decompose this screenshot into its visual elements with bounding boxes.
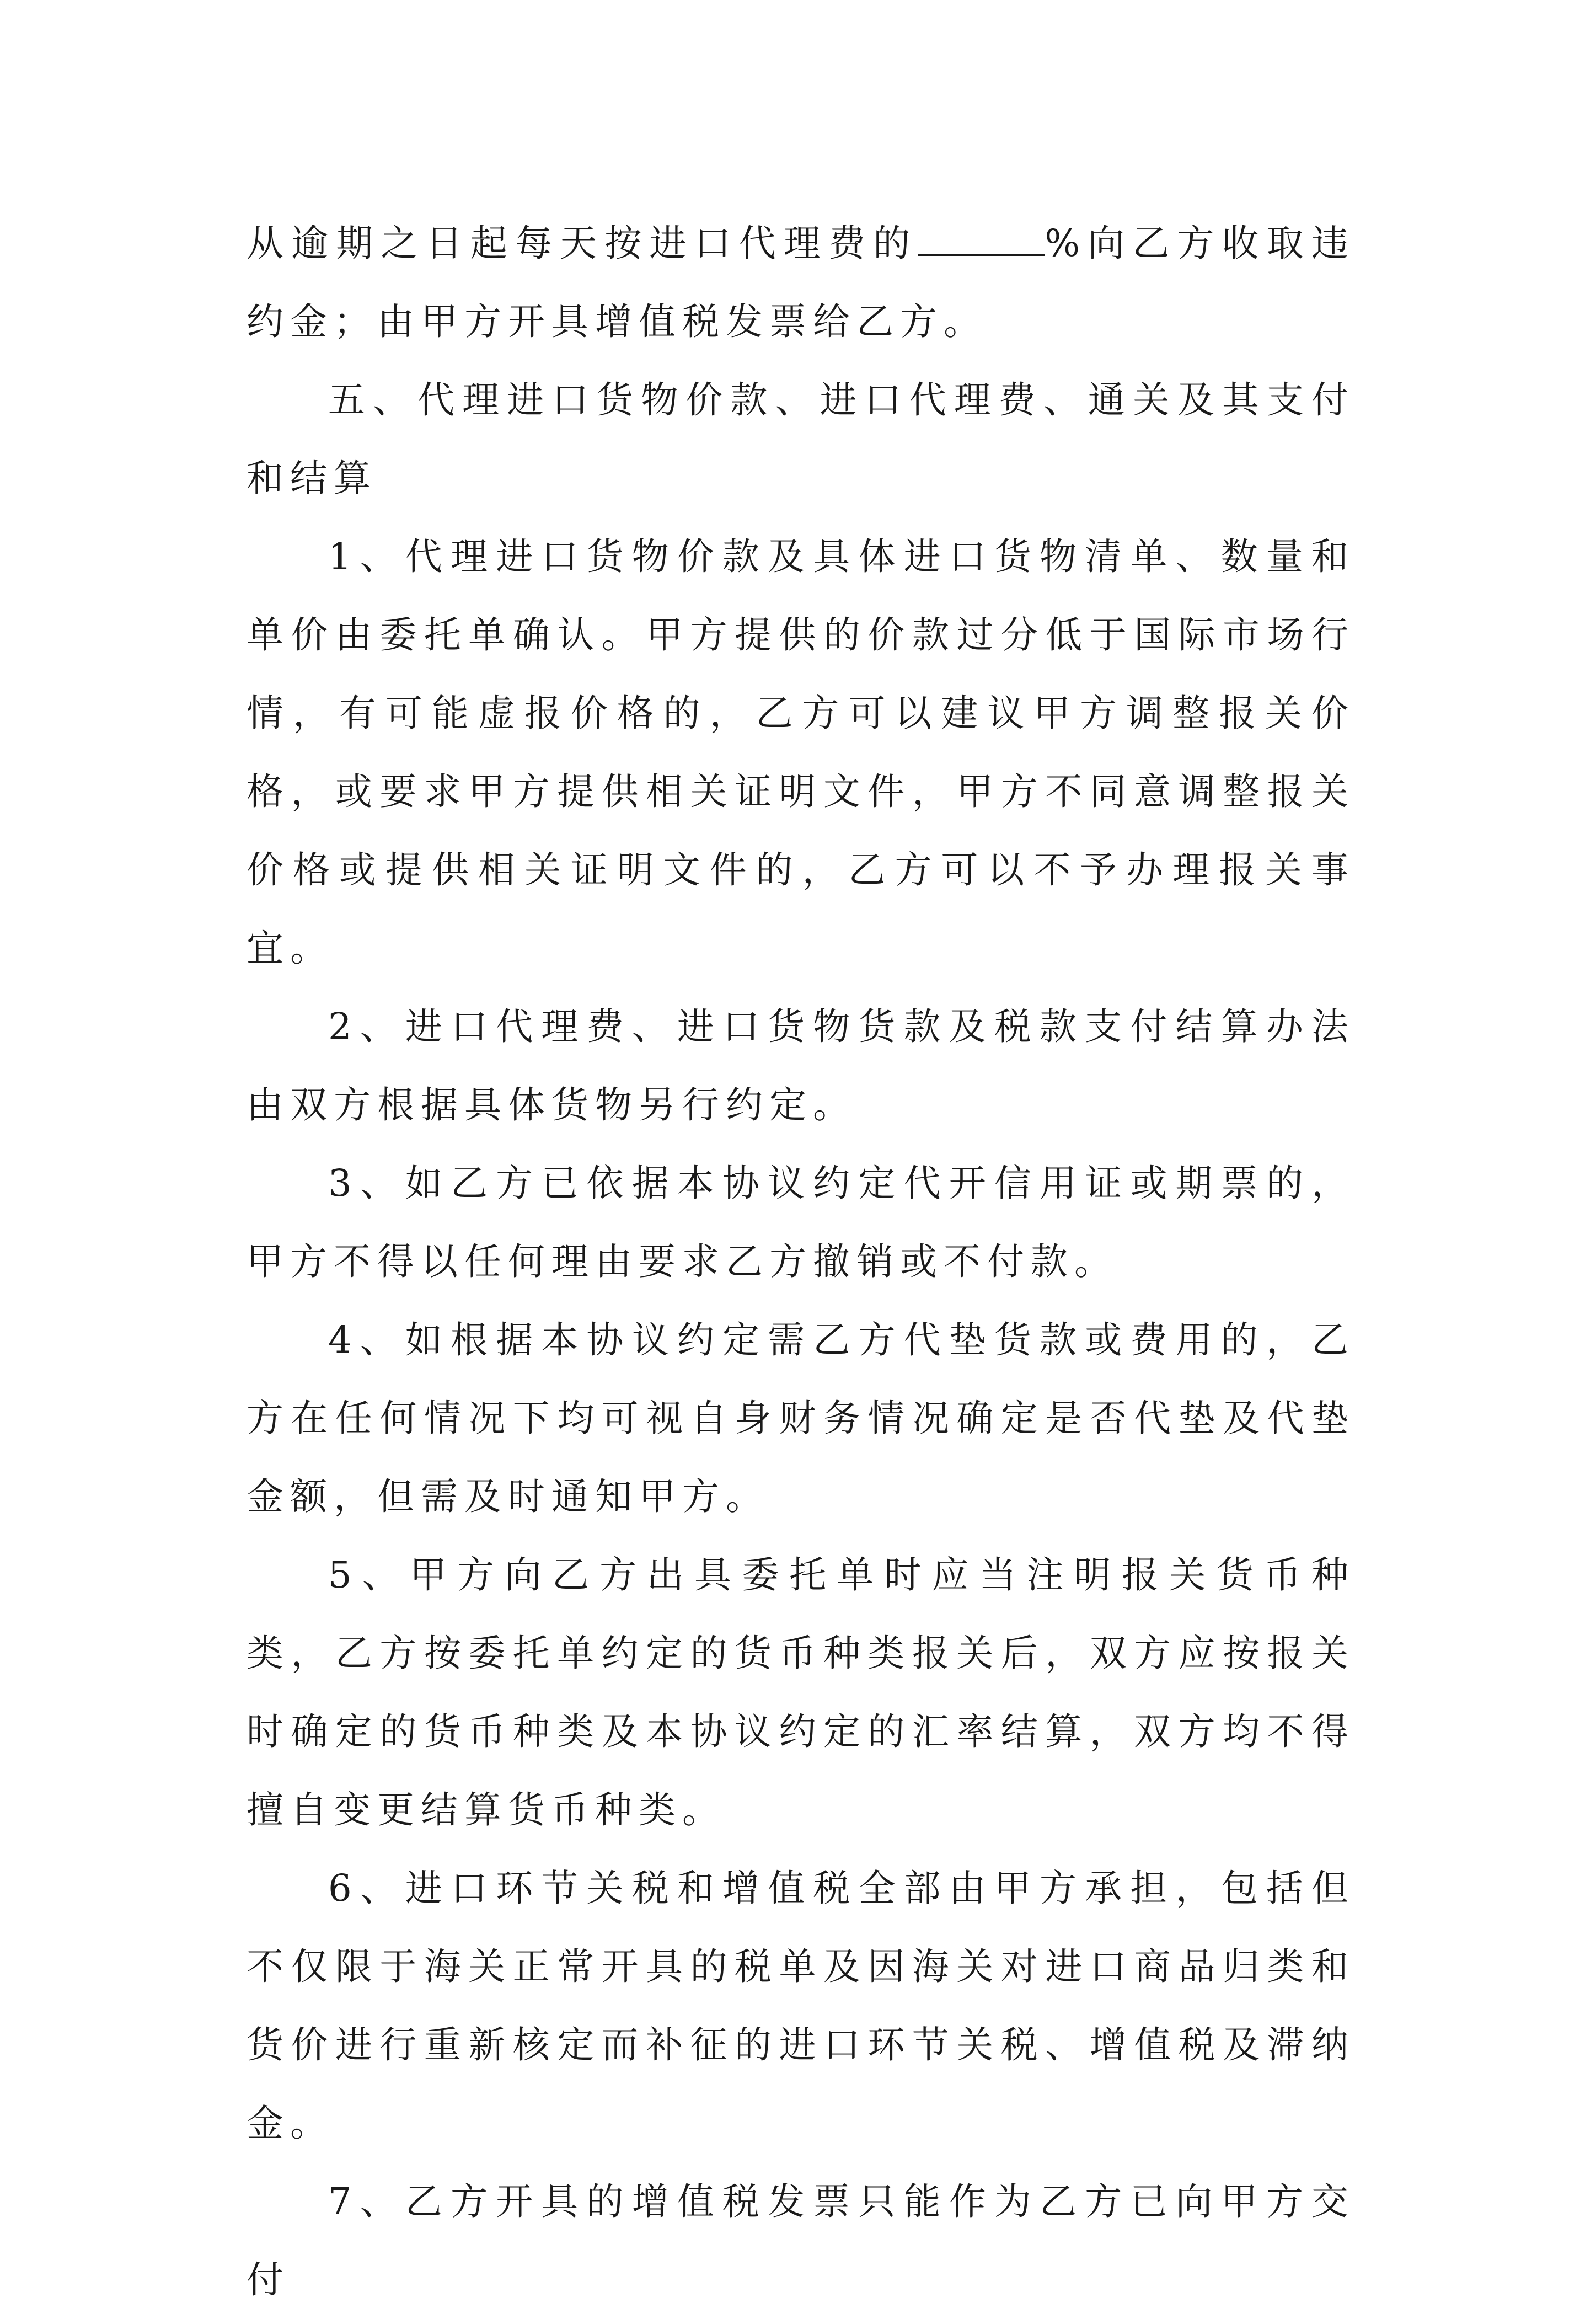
clause-item-2: 2、进口代理费、进口货物货款及税款支付结算办法由双方根据具体货物另行约定。	[247, 1005, 1355, 1126]
penalty-text-before: 从逾期之日起每天按进口代理费的	[247, 222, 918, 265]
section-heading: 五、代理进口货物价款、进口代理费、通关及其支付和结算	[247, 378, 1355, 500]
penalty-text-after: %向乙方收取违约金；由甲方开具增值税发票给乙方。	[247, 222, 1356, 343]
clause-item-4: 4、如根据本协议约定需乙方代垫货款或费用的，乙方在任何情况下均可视自身财务情况确定是否代垫及代垫金额，但需及时通知甲方。	[247, 1318, 1355, 1518]
clause-item-7: 7、乙方开具的增值税发票只能作为乙方已向甲方交付	[247, 2180, 1355, 2301]
document-body	[247, 204, 1355, 2319]
fill-in-blank	[918, 223, 1045, 256]
clause-item-5: 5、甲方向乙方出具委托单时应当注明报关货币种类，乙方按委托单约定的货币种类报关后，双方应按报关时确定的货币种类及本协议约定的汇率结算，双方均不得擅自变更结算货币种类。	[247, 1553, 1355, 1831]
paragraph-penalty-clause	[247, 204, 1355, 361]
clause-item-3: 3、如乙方已依据本协议约定代开信用证或期票的，甲方不得以任何理由要求乙方撤销或不付款。	[247, 1162, 1355, 1283]
clause-item-6: 6、进口环节关税和增值税全部由甲方承担，包括但不仅限于海关正常开具的税单及因海关对进口商品归类和货价进行重新核定而补征的进口环节关税、增值税及滞纳金。	[247, 1867, 1355, 2145]
clause-item-1: 1、代理进口货物价款及具体进口货物清单、数量和单价由委托单确认。甲方提供的价款过分低于国际市场行情，有可能虚报价格的，乙方可以建议甲方调整报关价格，或要求甲方提供相关证明文件，甲方不同意调整报关价格或提供相关证明文件的，乙方可以不予办理报关事宜。	[247, 535, 1355, 970]
